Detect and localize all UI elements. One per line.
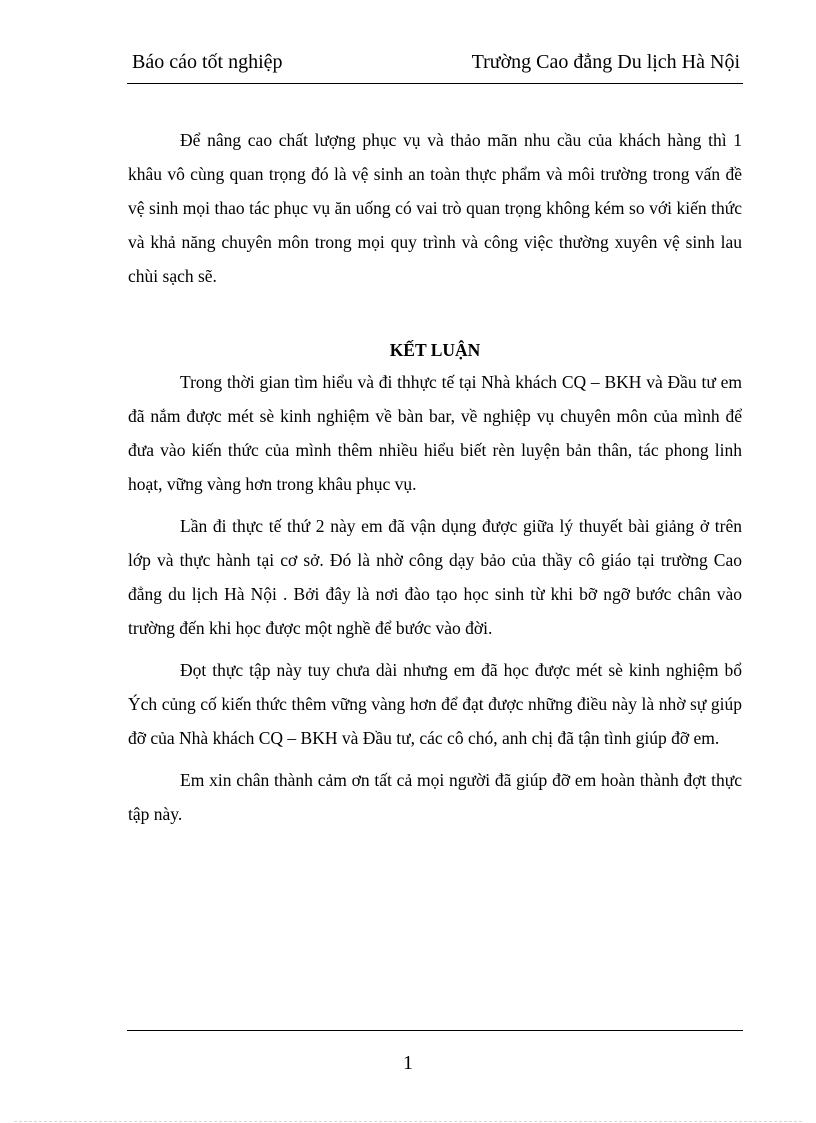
document-body [128, 123, 742, 831]
conclusion-heading: KẾT LUẬN [389, 340, 481, 360]
page-bottom-edge [14, 1121, 802, 1122]
page-number: 1 [403, 1052, 413, 1074]
intro-paragraph: Để nâng cao chất lượng phục vụ và thảo mãn nhu cầu của khách hàng thì 1 khâu vô cùng quan trọng đó là vệ sinh an toàn thực phẩm và môi trường trong vấn đề vệ sinh mọi thao tác phục vụ ăn uống có vai trò quan trọng không kém so với kiến thức và khả năng chuyên môn trong mọi quy trình và công việc thường xuyên vệ sinh lau chùi sạch sẽ. [128, 130, 742, 286]
conclusion-paragraph-2: Lần đi thực tế thứ 2 này em đã vận dụng được giữa lý thuyết bài giảng ở trên lớp và thực hành tại cơ sở. Đó là nhờ công dạy bảo của thầy cô giáo tại trường Cao đẳng du lịch Hà Nội . Bởi đây là nơi đào tạo học sinh từ khi bỡ ngỡ bước chân vào trường đến khi học được một nghề để bước vào đời. [128, 516, 742, 638]
conclusion-paragraph-1: Trong thời gian tìm hiểu và đi thhực tế tại Nhà khách CQ – BKH và Đầu tư em đã nắm được mét sè kinh nghiệm về bàn bar, về nghiệp vụ chuyên môn của mình để đưa vào kiến thức của mình thêm nhiều hiểu biết rèn luyện bản thân, tác phong linh hoạt, vững vàng hơn trong khâu phục vụ. [128, 372, 742, 494]
conclusion-paragraph-4: Em xin chân thành cảm ơn tất cả mọi người đã giúp đỡ em hoàn thành đợt thực tập này. [128, 770, 742, 824]
header-school-name: Trường Cao đẳng Du lịch Hà Nội [471, 51, 740, 73]
page-header [128, 48, 742, 78]
header-divider [127, 83, 743, 84]
footer-divider [127, 1030, 743, 1031]
conclusion-paragraph-3: Đọt thực tập này tuy chưa dài nhưng em đã học được mét sè kinh nghiệm bổ Ých củng cố kiến thức thêm vững vàng hơn để đạt được những điều này là nhờ sự giúp đỡ của Nhà khách CQ – BKH và Đầu tư, các cô chó, anh chị đã tận tình giúp đỡ em. [128, 660, 742, 748]
header-report-title: Báo cáo tốt nghiệp [132, 51, 283, 73]
